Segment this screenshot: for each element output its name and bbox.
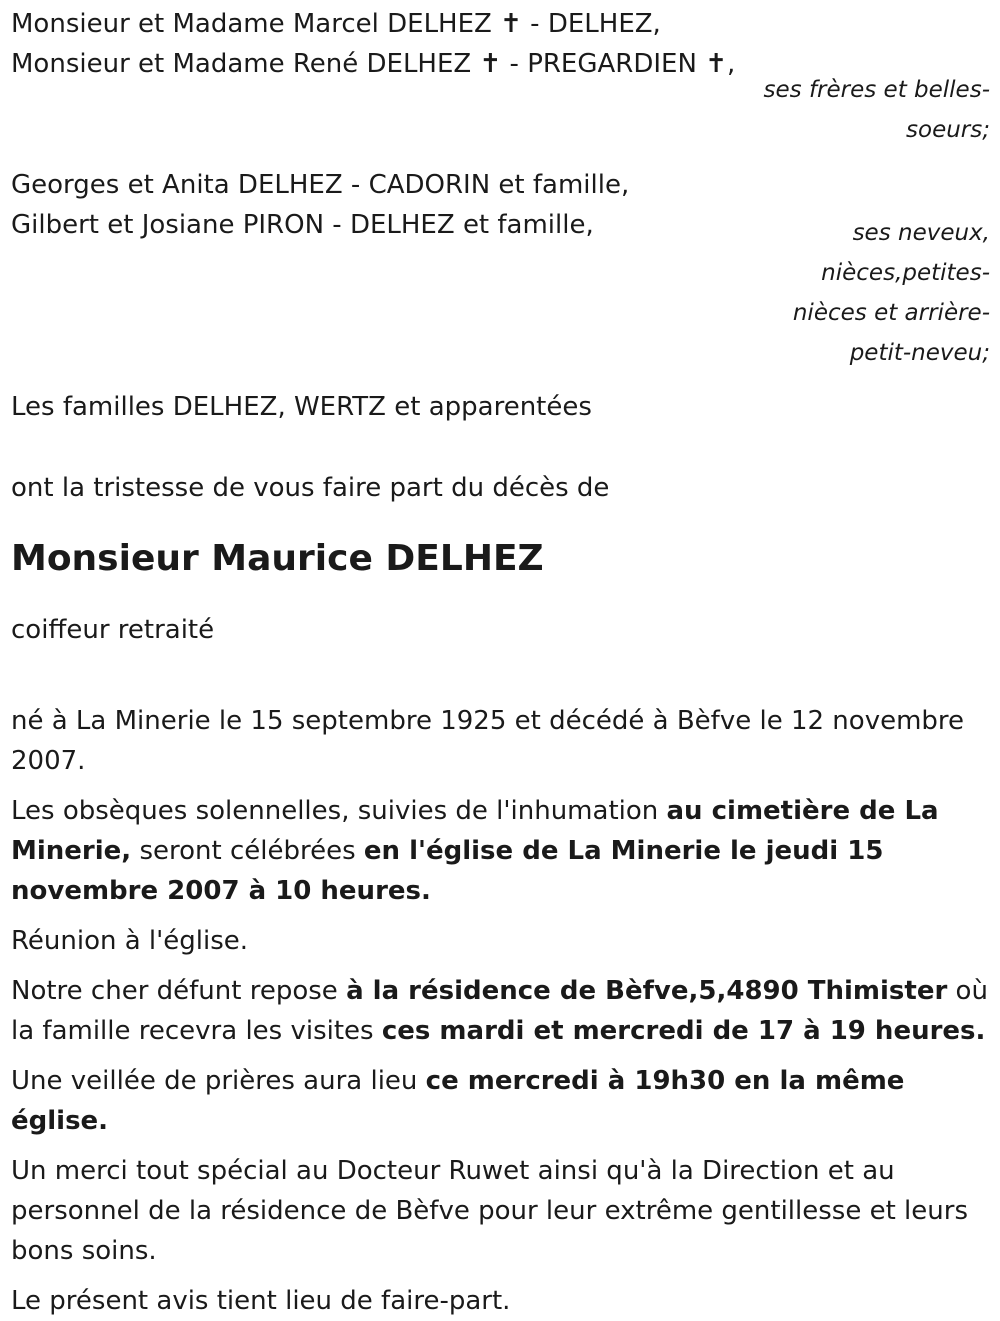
family-line-1: Monsieur et Madame Marcel DELHEZ ✝ - DELHEZ,: [11, 9, 661, 39]
closing-text: Le présent avis tient lieu de faire-part.: [11, 1286, 511, 1316]
profession-text: coiffeur retraité: [11, 615, 215, 645]
birth-death-text: né à La Minerie le 15 septembre 1925 et décédé à Bèfve le 12 novembre 2007.: [11, 706, 965, 776]
announcement-text: ont la tristesse de vous faire part du décès de: [11, 473, 610, 503]
cross-icon: ✝: [705, 49, 727, 79]
relation-siblings: ses frères et belles-soeurs;: [763, 77, 990, 143]
relation-nephews: ses neveux, nièces,petites-nièces et arrière-petit-neveu;: [792, 220, 990, 366]
rest-paragraph: Notre cher défunt repose à la résidence de Bèfve,5,4890 Thimister où la famille recevra les visites ces mardi et mercredi de 17 à 19 heures.: [11, 976, 988, 1046]
family-line-5: Les familles DELHEZ, WERTZ et apparentées: [11, 392, 592, 422]
family-block: [11, 4, 990, 427]
funeral-paragraph: Les obsèques solennelles, suivies de l'inhumation au cimetière de La Minerie, seront célébrées en l'église de La Minerie le jeudi 15 novembre 2007 à 10 heures.: [11, 796, 939, 906]
family-line-3: Georges et Anita DELHEZ - CADORIN et famille,: [11, 170, 630, 200]
family-line-2: Monsieur et Madame René DELHEZ ✝ - PREGARDIEN ✝,: [11, 49, 736, 79]
vigil-paragraph: Une veillée de prières aura lieu ce mercredi à 19h30 en la même église.: [11, 1066, 905, 1136]
meeting-text: Réunion à l'église.: [11, 926, 249, 956]
deceased-name: Monsieur Maurice DELHEZ: [11, 538, 544, 579]
obituary-notice: [11, 4, 990, 1321]
family-line-4: Gilbert et Josiane PIRON - DELHEZ et famille,: [11, 210, 594, 240]
cross-icon: ✝: [500, 9, 522, 39]
cross-icon: ✝: [479, 49, 502, 79]
thanks-paragraph: Un merci tout spécial au Docteur Ruwet ainsi qu'à la Direction et au personnel de la résidence de Bèfve pour leur extrême gentillesse et leurs bons soins.: [11, 1156, 968, 1266]
